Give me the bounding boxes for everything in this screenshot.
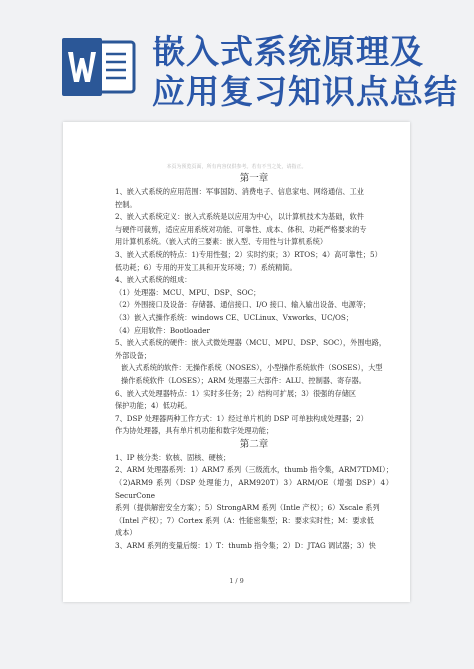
text-line: 操作系统软件（LOSES）；ARM 处理器三大部件：ALU、控制器、寄存器。: [121, 375, 366, 385]
word-document-icon: [60, 38, 138, 96]
text-line: 4、嵌入式系统的组成：: [115, 275, 192, 285]
page-content: [115, 172, 393, 553]
text-line: 用计算机系统。（嵌入式的三要素：嵌入型、专用性与计算机系统）: [115, 237, 328, 247]
text-line: （4）应用软件：Bootloader: [115, 325, 210, 335]
text-line: 嵌入式系统的软件：无操作系统（NOSES），小型操作系统软件（SOSES），大型: [121, 363, 383, 373]
document-page: [63, 122, 410, 602]
text-line: 2、嵌入式系统定义：嵌入式系统是以应用为中心，以计算机技术为基础，软件: [115, 212, 364, 222]
text-line: 控制。: [115, 199, 137, 209]
document-title-line-1: 嵌入式系统原理及: [152, 32, 424, 71]
text-line: 与硬件可裁剪，适应应用系统对功能、可靠性、成本、体积、功耗严格要求的专: [115, 224, 367, 234]
text-line: 2、ARM 处理器系列：1）ARM7 系列（三级流水，thumb 指令集，ARM7TDMI）；: [115, 465, 393, 475]
text-line: 作为协处理器，具有单片机功能和数字处理功能；: [115, 426, 274, 436]
text-line: 成本）: [115, 528, 137, 538]
text-line: （2)ARM9 系列（DSP 处理能力，ARM920T）3）ARM/OE（增强 DSP）4）SecurCone: [115, 478, 393, 500]
preview-note: 本页为预览页面，所有内容仅供参考。若有不当之处，请指正。: [166, 164, 307, 170]
text-line: 低功耗；6）专用的开发工具和开发环境；7）系统精简。: [115, 262, 297, 272]
chapter-1-heading: 第一章: [239, 173, 269, 184]
text-line: 1、嵌入式系统的应用范围：军事国防、消费电子、信息家电、网络通信、工业: [115, 187, 364, 196]
preview-header: [0, 0, 474, 112]
text-line: 7、DSP 处理器两种工作方式：1）经过单片机的 DSP 可单独构成处理器；2）: [115, 413, 368, 423]
text-line: （3）嵌入式操作系统：windows CE、UCLinux、Vxworks、UC/OS；: [115, 312, 354, 322]
text-line: 外部设备；: [115, 350, 151, 360]
text-line: （Intel 产权）；7）Cortex 系列（A：性能密集型；R：要求实时性；M：要求低: [115, 515, 374, 525]
text-line: （1）处理器：MCU、MPU、DSP、SOC；: [115, 287, 261, 297]
text-line: 1、IP 核分类：软核、固核、硬核；: [115, 452, 231, 462]
text-line: 6、嵌入式处理器特点：1）实时多任务；2）结构可扩展；3）很强的存储区: [115, 388, 357, 398]
text-line: 5、嵌入式系统的硬件：嵌入式微处理器（MCU、MPU、DSP、SOC），外围电路，: [115, 338, 387, 348]
text-line: 系列（提供解密安全方案）；5）StrongARM 系列（Intle 产权）；6）Xscale 系列: [115, 503, 380, 513]
chapter-2-heading: 第二章: [239, 438, 269, 450]
document-title-line-2: 应用复习知识点总结: [152, 72, 458, 111]
page-number: 1 / 9: [229, 577, 244, 585]
text-line: 3、嵌入式系统的特点：1)专用性强；2）实时约束；3）RTOS；4）高可靠性；5）: [115, 249, 382, 259]
text-line: 保护功能；4）低功耗。: [115, 401, 192, 411]
text-line: （2）外围接口及设备：存储器、通信接口、I/O 接口、输入输出设备、电源等；: [115, 300, 371, 310]
text-line: 3、ARM 系列的变量后缀：1）T：thumb 指令集；2）D：JTAG 调试器；3）快: [115, 541, 376, 551]
